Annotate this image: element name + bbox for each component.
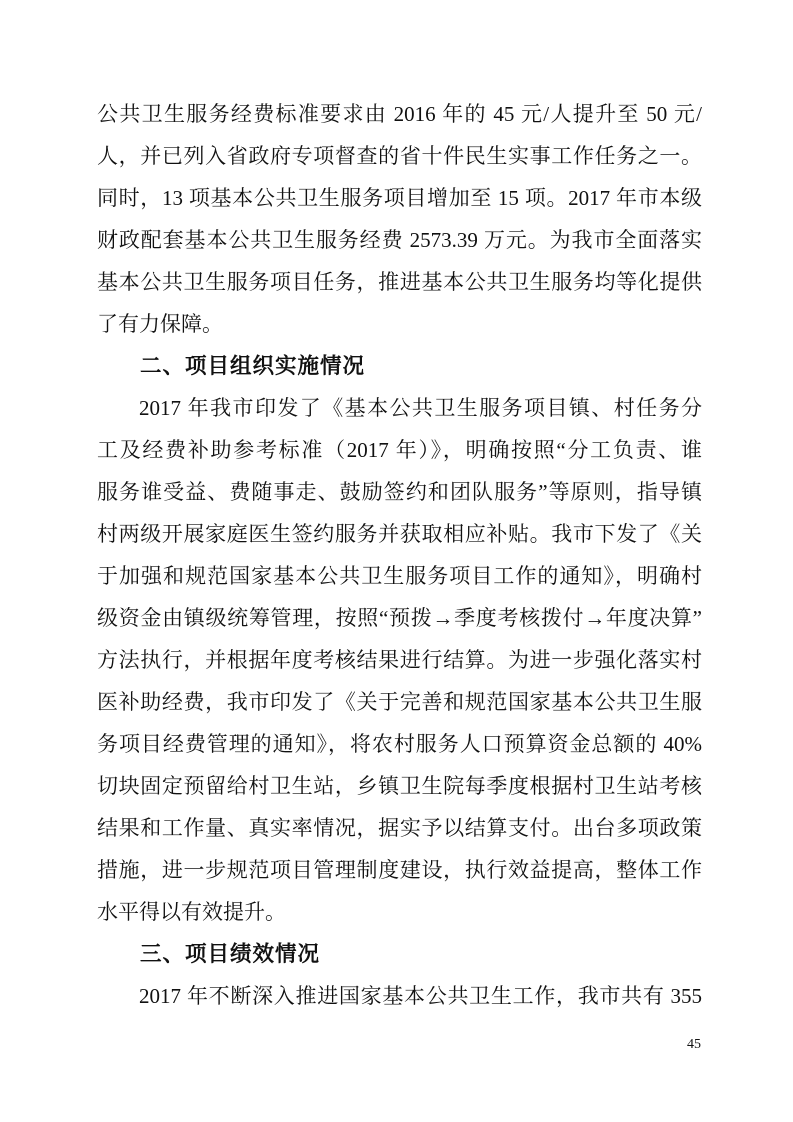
page-body [97, 93, 702, 1017]
paragraph-line: 财政配套基本公共卫生服务经费 2573.39 万元。为我市全面落实 [97, 228, 702, 252]
paragraph-line: 务项目经费管理的通知》，将农村服务人口预算资金总额的 40% [97, 732, 702, 756]
paragraph-line: 基本公共卫生服务项目任务，推进基本公共卫生服务均等化提供 [97, 270, 702, 294]
paragraph-line: 工及经费补助参考标准（2017 年）》，明确按照“分工负责、谁 [97, 438, 702, 462]
page-number: 45 [687, 1037, 701, 1052]
paragraph-line: 了有力保障。 [97, 312, 223, 336]
paragraph-line: 医补助经费，我市印发了《关于完善和规范国家基本公共卫生服 [97, 690, 702, 714]
section-heading: 二、项目组织实施情况 [140, 354, 366, 378]
paragraph-line: 人，并已列入省政府专项督查的省十件民生实事工作任务之一。 [97, 144, 702, 168]
heading-section-3 [97, 933, 702, 975]
paragraph-line: 村两级开展家庭医生签约服务并获取相应补贴。我市下发了《关 [97, 522, 702, 546]
paragraph-line: 2017 年我市印发了《基本公共卫生服务项目镇、村任务分 [139, 396, 702, 420]
heading-section-2 [97, 345, 702, 387]
paragraph-line: 水平得以有效提升。 [97, 900, 286, 924]
paragraph-line: 措施，进一步规范项目管理制度建设，执行效益提高，整体工作 [97, 858, 702, 882]
paragraph-line: 公共卫生服务经费标准要求由 2016 年的 45 元/人提升至 50 元/ [97, 102, 702, 126]
paragraph-line: 切块固定预留给村卫生站，乡镇卫生院每季度根据村卫生站考核 [97, 774, 702, 798]
paragraph-line: 结果和工作量、真实率情况，据实予以结算支付。出台多项政策 [97, 816, 702, 840]
paragraph-line: 服务谁受益、费随事走、鼓励签约和团队服务”等原则，指导镇 [97, 480, 702, 504]
paragraph-line: 于加强和规范国家基本公共卫生服务项目工作的通知》，明确村 [97, 564, 702, 588]
section-heading: 三、项目绩效情况 [140, 942, 321, 966]
paragraph-line: 方法执行，并根据年度考核结果进行结算。为进一步强化落实村 [97, 648, 702, 672]
paragraph-line: 2017 年不断深入推进国家基本公共卫生工作，我市共有 355 [139, 984, 702, 1008]
para-funding-standards [97, 93, 702, 345]
para-implementation [97, 387, 702, 933]
paragraph-line: 同时，13 项基本公共卫生服务项目增加至 15 项。2017 年市本级 [97, 186, 702, 210]
paragraph-line: 级资金由镇级统筹管理，按照“预拨→季度考核拨付→年度决算” [97, 606, 702, 630]
para-performance [97, 975, 702, 1017]
